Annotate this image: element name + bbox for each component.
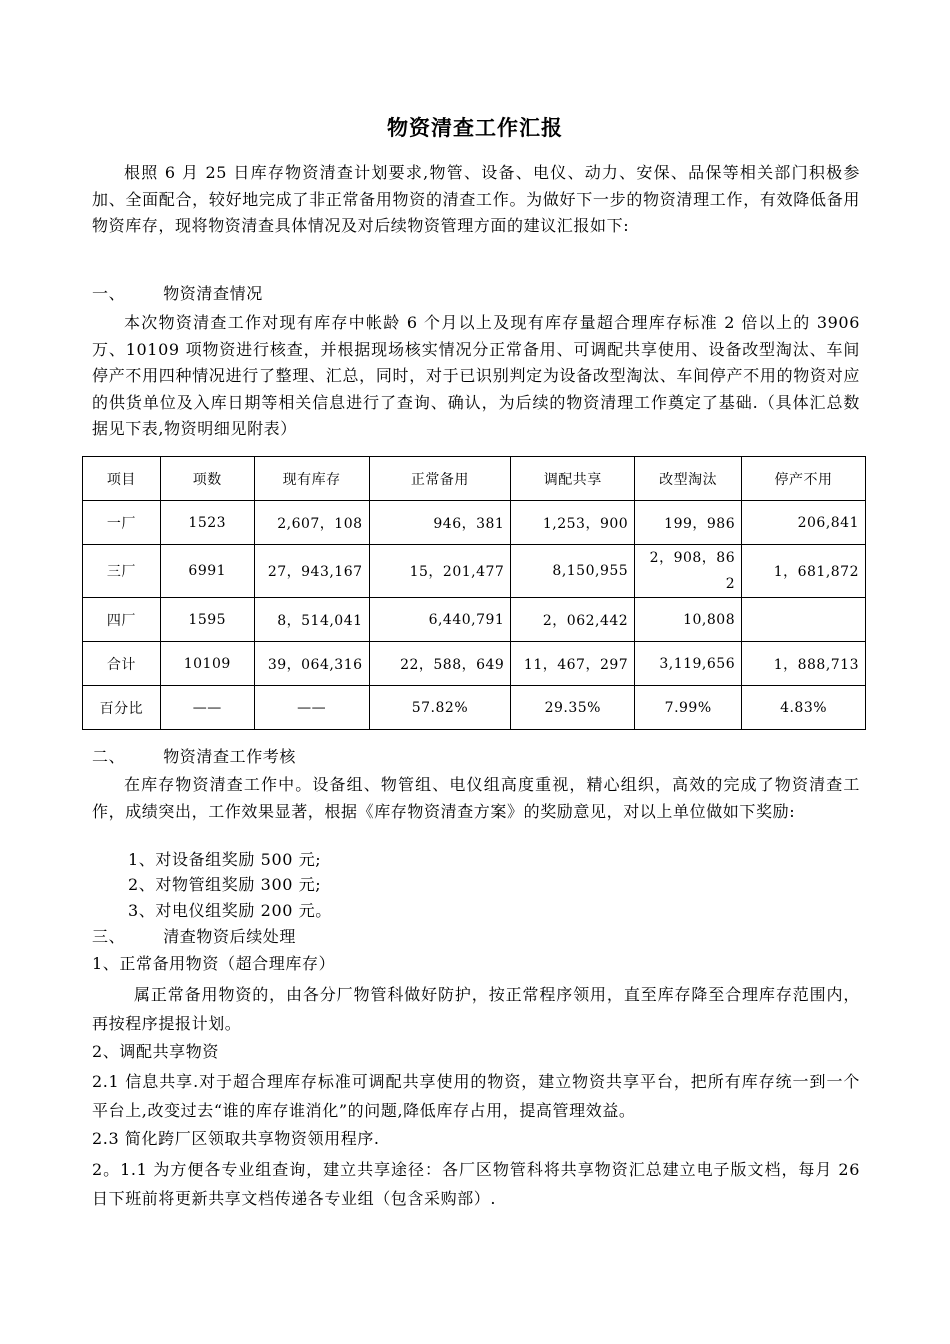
wrapped-line-2: 2 <box>725 576 736 592</box>
table-row <box>83 545 866 598</box>
section3-number: 三、 <box>92 927 126 946</box>
table-cell: 15，201,477 <box>369 545 511 598</box>
table-cell: 1，888,713 <box>742 642 866 686</box>
table-cell: 4.83% <box>742 686 866 730</box>
table-cell: 三厂 <box>83 545 161 598</box>
item-2-3-line: 2.3 简化跨厂区领取共享物资领用程序. <box>92 1129 380 1148</box>
table-cell: 6991 <box>160 545 254 598</box>
table-cell: —— <box>160 686 254 730</box>
section3-heading <box>92 924 862 950</box>
table-cell: 2，062,442 <box>511 598 635 642</box>
table-row <box>83 598 866 642</box>
table-cell: 合计 <box>83 642 161 686</box>
wrapped-line-1: 2，908，86 <box>649 550 736 566</box>
table-cell: 1595 <box>160 598 254 642</box>
table-cell: 3,119,656 <box>635 642 742 686</box>
table-cell: 39，064,316 <box>254 642 369 686</box>
table-cell: 10109 <box>160 642 254 686</box>
table-row <box>83 686 866 730</box>
table-header-cell: 项目 <box>83 457 161 501</box>
table-header-cell: 改型淘汰 <box>635 457 742 501</box>
table-header-cell: 现有库存 <box>254 457 369 501</box>
item-2-1-paragraph: 2.1 信息共享.对于超合理库存标准可调配共享使用的物资，建立物资共享平台，把所有库存统一到一个平台上,改变过去“谁的库存谁消化”的问题,降低库存占用，提高管理效益。 <box>92 1072 860 1120</box>
table-cell: 8，514,041 <box>254 598 369 642</box>
table-cell: 1,253，900 <box>511 501 635 545</box>
section2-heading <box>92 744 862 770</box>
table-row <box>83 501 866 545</box>
table-cell-wrapped <box>635 545 742 598</box>
table-cell: 7.99% <box>635 686 742 730</box>
section2-paragraph: 在库存物资清查工作中。设备组、物管组、电仪组高度重视，精心组织，高效的完成了物资清查工作，成绩突出，工作效果显著，根据《库存物资清查方案》的奖励意见，对以上单位做如下奖励: <box>92 775 860 821</box>
item-2-1-1-paragraph: 2。1.1 为方便各专业组查询，建立共享途径：各厂区物管科将共享物资汇总建立电子版文档，每月 26 日下班前将更新共享文档传递各专业组（包含采购部）. <box>92 1160 860 1208</box>
table-cell: 199，986 <box>635 501 742 545</box>
table-cell: 11，467，297 <box>511 642 635 686</box>
section1-number: 一、 <box>92 284 126 303</box>
table-cell: 10,808 <box>635 598 742 642</box>
subsection2-title: 2、调配共享物资 <box>92 1042 219 1061</box>
table-cell: 27，943,167 <box>254 545 369 598</box>
table-cell: 2,607，108 <box>254 501 369 545</box>
table-header-cell: 正常备用 <box>369 457 511 501</box>
table-cell: 1523 <box>160 501 254 545</box>
section3-title: 清查物资后续处理 <box>163 927 297 946</box>
table-cell: —— <box>254 686 369 730</box>
table-cell: 22，588，649 <box>369 642 511 686</box>
table-cell: 百分比 <box>83 686 161 730</box>
table-cell: 6,440,791 <box>369 598 511 642</box>
award-item: 2、对物管组奖励 300 元; <box>128 875 322 894</box>
document-title: 物资清查工作汇报 <box>387 115 563 140</box>
section1-paragraph: 本次物资清查工作对现有库存中帐龄 6 个月以上及现有库存量超合理库存标准 2 倍以上的 3906 万、10109 项物资进行核查，并根据现场核实情况分正常备用、可调配共享使用、设备改型淘汰、车间停产不用四种情况进行了整理、汇总，同时，对于已识别判定为设备改型淘汰、车间停产不用的物资对应的供货单位及入库日期等相关信息进行了查询、确认，为后续的物资清理工作奠定了基础.（具体汇总数据见下表,物资明细见附表） <box>92 313 860 438</box>
table-header-cell: 项数 <box>160 457 254 501</box>
section2-title: 物资清查工作考核 <box>163 747 297 766</box>
intro-paragraph: 根照 6 月 25 日库存物资清查计划要求,物管、设备、电仪、动力、安保、品保等相关部门积极参加、全面配合，较好地完成了非正常备用物资的清查工作。为做好下一步的物资清理工作，有效降低备用物资库存，现将物资清查具体情况及对后续物资管理方面的建议汇报如下: <box>92 163 860 235</box>
subsection1-paragraph: 属正常备用物资的，由各分厂物管科做好防护，按正常程序领用，直至库存降至合理库存范围内，再按程序提报计划。 <box>92 985 860 1033</box>
table-cell: 一厂 <box>83 501 161 545</box>
table-header-cell: 调配共享 <box>511 457 635 501</box>
table-cell: 946，381 <box>369 501 511 545</box>
table-cell: 57.82% <box>369 686 511 730</box>
table-row <box>83 642 866 686</box>
award-item: 1、对设备组奖励 500 元; <box>128 850 322 869</box>
section1-title: 物资清查情况 <box>163 284 263 303</box>
inventory-summary-table <box>82 456 866 730</box>
table-cell: 206,841 <box>742 501 866 545</box>
table-cell <box>742 598 866 642</box>
table-header-cell: 停产不用 <box>742 457 866 501</box>
table-header-row <box>83 457 866 501</box>
table-cell: 8,150,955 <box>511 545 635 598</box>
subsection1-title: 1、正常备用物资（超合理库存） <box>92 954 336 973</box>
table-cell: 四厂 <box>83 598 161 642</box>
section1-heading <box>92 281 862 307</box>
table-cell: 1，681,872 <box>742 545 866 598</box>
section2-number: 二、 <box>92 747 126 766</box>
award-item: 3、对电仪组奖励 200 元。 <box>128 901 332 920</box>
table-cell: 29.35% <box>511 686 635 730</box>
